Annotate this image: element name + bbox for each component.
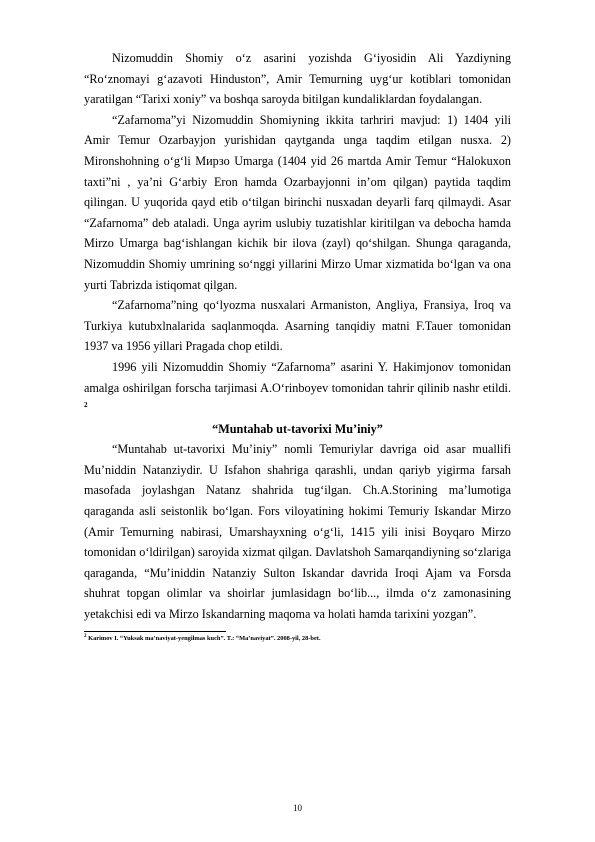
footnote-number: 2	[84, 633, 87, 639]
paragraph-4-text: 1996 yili Nizomuddin Shomiy “Zafarnoma” asarini Y. Hakimjonov tomonidan amalga oshirilgan forscha tarjimasi A.O‘rinboyev tomonidan tahrir qilinib nashr etildi.	[84, 359, 511, 395]
section-heading: “Muntahab ut-tavorixi Mu’iniy”	[212, 421, 383, 436]
paragraph-1: Nizomuddin Shomiy o‘z asarini yozishda G‘iyosidin Ali Yazdiyning “Ro‘znomayi g‘azavoti Hinduston”, Amir Temurning uyg‘ur kotiblari tomonidan yaratilgan “Tarixi xoniy” va boshqa saroyda bitilgan kundaliklardan foydalangan.	[84, 51, 511, 107]
paragraph-3: “Zafarnoma”ning qo‘lyozma nusxalari Armaniston, Angliya, Fransiya, Iroq va Turkiya kutubxlnalarida saqlanmoqda. Asarning tanqidiy matni F.Tauer tomonidan 1937 va 1956 yillari Pragada chop etildi.	[84, 298, 511, 354]
paragraph-5: “Muntahab ut-tavorixi Mu’iniy” nomli Temuriylar davriga oid asar muallifi Mu’niddin Natanziydir. U Isfahon shahriga qarashli, undan qariyb yigirma farsah masofada joylashgan Natanz shahrida tug‘ilgan. Ch.A.Storining ma’lumotiga qaraganda asli seistonlik bo‘lgan. Fors viloyatining hokimi Temuriy Iskandar Mirzo (Amir Temurning nabirasi, Umarshayxning o‘g‘li, 1415 yili inisi Boyqaro Mirzo tomonidan o‘ldirilgan) saroyida xizmat qilgan. Davlatshoh Samarqandiyning so‘zlariga qaraganda, “Mu’iniddin Natanziy Sulton Iskandar davrida Iroqi Ajam va Forsda shuhrat topgan olimlar va shoirlar jumlasidagn bo‘lib..., ilmda o‘z zamonasining yetakchisi edi va Mirzo Iskandarning maqoma va holati hamda tarixini yozgan”.	[84, 442, 511, 622]
page-number: 10	[293, 803, 302, 813]
paragraph-2: “Zafarnoma”yi Nizomuddin Shomiyning ikkita tarhriri mavjud: 1) 1404 yili Amir Temur Ozarbayjon yurishidan qaytganda unga taqdim etilgan nusxa. 2) Mironshohning o‘g‘li Мирзо Umarga (1404 yid 26 martda Amir Temur “Halokuxon taxti”ni , ya’ni G‘arbiy Eron hamda Ozarbayjonni in’om qilgan) paytida taqdim qilingan. U yuqorida qayd etib o‘tilgan birinchi nusxadan deyarli farq qilmaydi. Asar “Zafarnoma” deb ataladi. Unga ayrim uslubiy tuzatishlar kiritilgan va debocha hamda Mirzo Umarga bag‘ishlangan kichik bir ilova (zayl) qo‘shilgan. Shunga qaraganda, Nizomuddin Shomiy umrining so‘nggi yillarini Mirzo Umar xizmatida bo‘lgan va ona yurti Tabrizda istiqomat qilgan.	[84, 112, 511, 292]
footnote-divider	[84, 631, 226, 632]
paragraph-4	[84, 357, 511, 419]
footnote-reference[interactable]: 2	[84, 401, 88, 410]
footnote-text: Karimov I. “Yuksak ma’naviyat-yengilmas kuch”. T.: “Ma’naviyat”. 2008-yil, 28-bet.	[86, 634, 321, 642]
footnote	[84, 634, 511, 643]
document-page	[84, 48, 511, 643]
